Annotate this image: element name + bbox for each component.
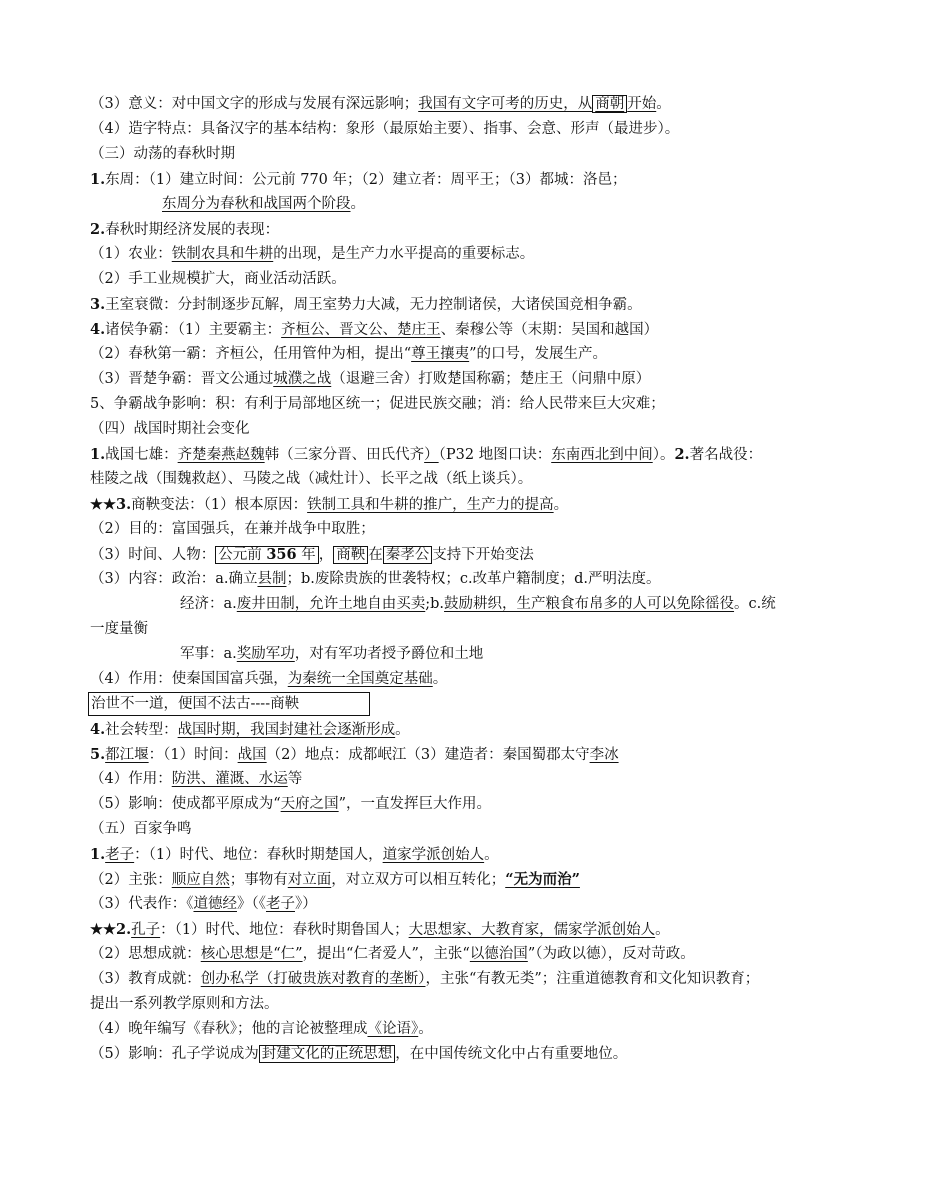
- section-heading: （五）百家争鸣: [90, 821, 192, 837]
- boxed-term: 秦孝公: [383, 546, 433, 564]
- text-line: 一度量衡: [90, 621, 148, 637]
- text-line: （2）思想成就：核心思想是“仁”，提出“仁者爱人”，主张“以德治国”（为政以德），反对苛政。: [90, 946, 695, 962]
- text-line: （2）手工业规模扩大，商业活动活跃。: [90, 271, 346, 287]
- text-line: （2）目的：富国强兵，在兼并战争中取胜；: [90, 521, 375, 537]
- text-line: 1.老子：（1）时代、地位：春秋时期楚国人，道家学派创始人。: [90, 846, 499, 863]
- text-line: （4）作用：使秦国国富兵强，为秦统一全国奠定基础。: [90, 671, 448, 687]
- text-line: 1.战国七雄：齐楚秦燕赵魏韩（三家分晋、田氏代齐）（P32 地图口诀：东南西北到中间）。2.著名战役：: [90, 446, 763, 463]
- text-line: （3）代表作：《道德经》（《老子》）: [90, 896, 317, 912]
- text-line: （3）晋楚争霸：晋文公通过城濮之战（退避三舍）打败楚国称霸；楚庄王（问鼎中原）: [90, 371, 651, 387]
- text-line: 4.诸侯争霸：（1）主要霸主：齐桓公、晋文公、楚庄王、秦穆公等（末期：吴国和越国）: [90, 321, 659, 338]
- quote-box-line: [90, 692, 870, 717]
- text-line: （4）晚年编写《春秋》；他的言论被整理成《论语》。: [90, 1021, 433, 1037]
- text-line: 2.春秋时期经济发展的表现：: [90, 221, 280, 238]
- text-line: 3.王室衰微：分封制逐步瓦解，周王室势力大减，无力控制诸侯，大诸侯国竞相争霸。: [90, 296, 642, 313]
- boxed-term: 公元前 356 年: [215, 546, 319, 564]
- text-line: （2）春秋第一霸：齐桓公，任用管仲为相，提出“尊王攘夷”的口号，发展生产。: [90, 346, 608, 362]
- document-body: [90, 92, 870, 1067]
- text-line: 4.社会转型：战国时期，我国封建社会逐渐形成。: [90, 721, 410, 738]
- text-line: 5.都江堰：（1）时间：战国（2）地点：成都岷江（3）建造者：秦国蜀郡太守李冰: [90, 746, 619, 763]
- text-line: （2）主张：顺应自然；事物有对立面，对立双方可以相互转化；“无为而治”: [90, 871, 580, 888]
- boxed-term: 封建文化的正统思想: [259, 1045, 396, 1063]
- text-line: ★★2.孔子：（1）时代、地位：春秋时期鲁国人；大思想家、大教育家，儒家学派创始人。: [90, 921, 670, 938]
- text-line: 军事：a.奖励军功，对有军功者授予爵位和土地: [180, 646, 484, 662]
- text-line: 提出一系列教学原则和方法。: [90, 996, 279, 1012]
- text-line: （5）影响：使成都平原成为“天府之国”，一直发挥巨大作用。: [90, 796, 492, 812]
- text-line: ★★3.商鞅变法：（1）根本原因：铁制工具和牛耕的推广，生产力的提高。: [90, 496, 569, 513]
- text-line: （5）影响：孔子学说成为 封建文化的正统思想 ，在中国传统文化中占有重要地位。: [90, 1046, 628, 1062]
- text-line: （3）教育成就：创办私学（打破贵族对教育的垄断），主张“有教无类”；注重道德教育和文化知识教育；: [90, 971, 760, 987]
- text-line: 5、争霸战争影响：积：有利于局部地区统一；促进民族交融；消：给人民带来巨大灾难；: [90, 396, 665, 412]
- quote-box: 治世不一道，便国不法古----商鞅: [88, 692, 370, 716]
- text-line: 1.东周：（1）建立时间：公元前 770 年；（2）建立者：周平王；（3）都城：洛邑；: [90, 171, 627, 188]
- text-line: （3）意义：对中国文字的形成与发展有深远影响；我国有文字可考的历史，从 商朝 开始。: [90, 96, 671, 112]
- text-line: （4）造字特点：具备汉字的基本结构：象形（最原始主要）、指事、会意、形声（最进步）。: [90, 121, 680, 137]
- text-line: （3）内容：政治：a.确立县制；b.废除贵族的世袭特权；c.改革户籍制度；d.严明法度。: [90, 571, 661, 587]
- text-line: （1）农业：铁制农具和牛耕的出现，是生产力水平提高的重要标志。: [90, 246, 535, 262]
- text-line: （3）时间、人物： 公元前 356 年 ， 商鞅 在 秦孝公 支持下开始变法: [90, 546, 534, 563]
- text-line: 东周分为春秋和战国两个阶段。: [162, 196, 365, 212]
- text-line: （4）作用：防洪、灌溉、水运等: [90, 771, 303, 787]
- text-line: 经济：a.废井田制，允许土地自由买卖;b.鼓励耕织，生产粮食布帛多的人可以免除徭役。c.统: [180, 596, 776, 612]
- boxed-term: 商鞅: [333, 546, 368, 564]
- section-heading: （三）动荡的春秋时期: [90, 146, 235, 162]
- text-line: 桂陵之战（围魏救赵）、马陵之战（减灶计）、长平之战（纸上谈兵）。: [90, 471, 533, 487]
- section-heading: （四）战国时期社会变化: [90, 421, 250, 437]
